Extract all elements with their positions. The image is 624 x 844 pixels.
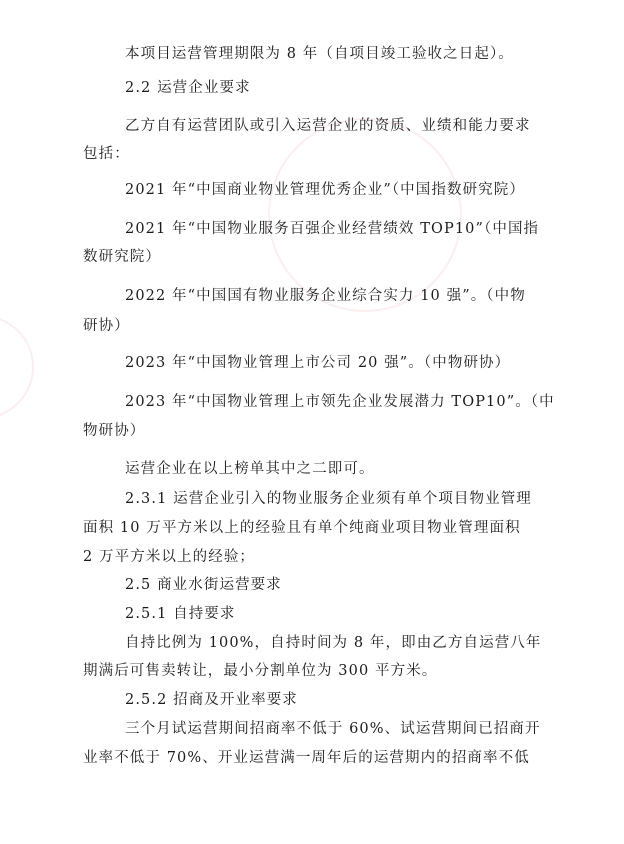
text-line: 期满后可售卖转让，最小分割单位为 300 平方米。: [83, 663, 438, 679]
list-item: 2021 年“中国物业服务百强企业经营绩效 TOP10”（中国指: [125, 221, 540, 237]
text-line: 2 万平方米以上的经验；: [83, 549, 256, 565]
subsection-heading: 2.5.1 自持要求: [125, 606, 236, 622]
section-heading: 2.2 运营企业要求: [125, 80, 251, 96]
text-line: 本项目运营管理期限为 8 年（自项目竣工验收之日起）。: [125, 46, 514, 62]
text-line: 面积 10 万平方米以上的经验且有单个纯商业项目物业管理面积: [83, 520, 521, 536]
list-item: 2021 年“中国商业物业管理优秀企业”（中国指数研究院）: [125, 182, 525, 198]
list-item-continuation: 物研协）: [83, 423, 146, 439]
list-item-continuation: 研协）: [83, 318, 130, 334]
text-line: 包括：: [83, 146, 130, 162]
faint-seal-stamp-edge: [0, 315, 34, 419]
text-line: 自持比例为 100%，自持时间为 8 年，即由乙方自运营八年: [125, 635, 542, 651]
text-line: 运营企业在以上榜单其中之二即可。: [125, 461, 375, 477]
faint-seal-stamp: [268, 118, 462, 312]
list-item-continuation: 数研究院）: [83, 249, 161, 265]
text-line: 三个月试运营期间招商率不低于 60%、试运营期间已招商开: [125, 721, 541, 737]
text-line: 2.3.1 运营企业引入的物业服务企业须有单个项目物业管理: [125, 491, 532, 507]
text-line: 业率不低于 70%、开业运营满一周年后的运营期内的招商率不低: [83, 750, 530, 766]
list-item: 2022 年“中国国有物业服务企业综合实力 10 强”。（中物: [125, 288, 526, 304]
list-item: 2023 年“中国物业管理上市领先企业发展潜力 TOP10”。（中: [125, 394, 555, 410]
section-heading: 2.5 商业水街运营要求: [125, 577, 282, 593]
subsection-heading: 2.5.2 招商及开业率要求: [125, 692, 298, 708]
list-item: 2023 年“中国物业管理上市公司 20 强”。（中物研协）: [125, 355, 511, 371]
text-line: 乙方自有运营团队或引入运营企业的资质、业绩和能力要求: [125, 118, 531, 134]
